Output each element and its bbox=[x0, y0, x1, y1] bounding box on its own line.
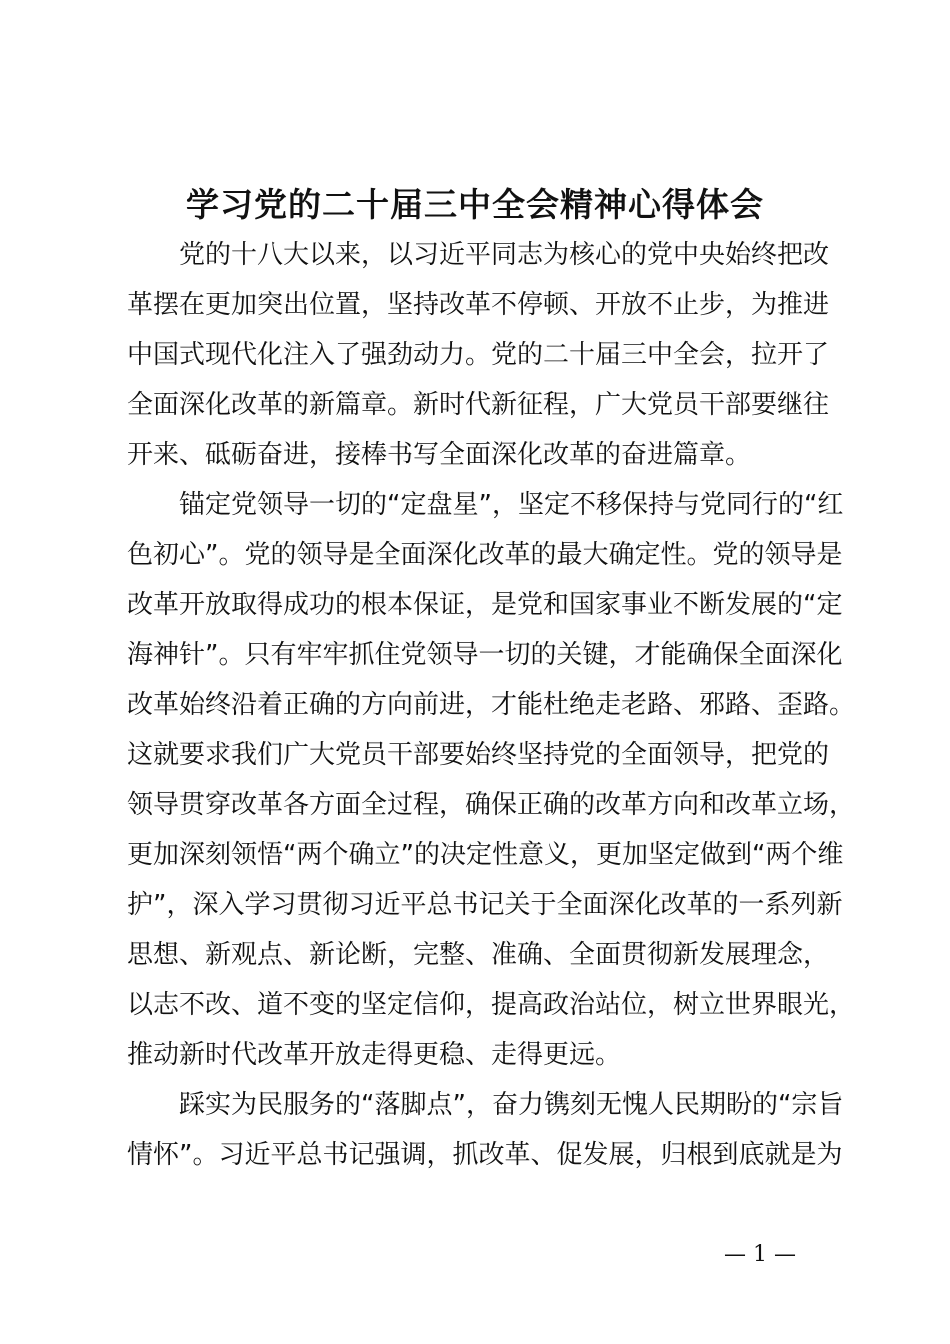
paragraph-2-line-4: 海神针”。只有牢牢抓住党领导一切的关键，才能确保全面深化 bbox=[127, 640, 843, 670]
paragraph-2-line-5: 改革始终沿着正确的方向前进，才能杜绝走老路、邪路、歪路。 bbox=[127, 690, 856, 720]
paragraph-2-line-1: 锚定党领导一切的“定盘星”，坚定不移保持与党同行的“红 bbox=[179, 490, 844, 520]
paragraph-2-line-8: 更加深刻领悟“两个确立”的决定性意义，更加坚定做到“两个维 bbox=[127, 840, 844, 870]
paragraph-2-line-2: 色初心”。党的领导是全面深化改革的最大确定性。党的领导是 bbox=[127, 540, 843, 570]
paragraph-2-line-7: 领导贯穿改革各方面全过程，确保正确的改革方向和改革立场， bbox=[127, 790, 856, 820]
paragraph-1-line-5: 开来、砥砺奋进，接棒书写全面深化改革的奋进篇章。 bbox=[127, 440, 752, 470]
document-title: 学习党的二十届三中全会精神心得体会 bbox=[186, 185, 764, 224]
paragraph-2-line-12: 推动新时代改革开放走得更稳、走得更远。 bbox=[127, 1040, 622, 1070]
paragraph-1-line-2: 革摆在更加突出位置，坚持改革不停顿、开放不止步，为推进 bbox=[127, 290, 830, 320]
document-body bbox=[127, 230, 862, 1180]
paragraph-2-line-9: 护”，深入学习贯彻习近平总书记关于全面深化改革的一系列新 bbox=[127, 890, 843, 920]
paragraph-1-line-3: 中国式现代化注入了强劲动力。党的二十届三中全会，拉开了 bbox=[127, 340, 830, 370]
paragraph-2-line-11: 以志不改、道不变的坚定信仰，提高政治站位，树立世界眼光， bbox=[127, 990, 856, 1020]
paragraph-2-line-6: 这就要求我们广大党员干部要始终坚持党的全面领导，把党的 bbox=[127, 740, 830, 770]
paragraph-3-line-1: 踩实为民服务的“落脚点”，奋力镌刻无愧人民期盼的“宗旨 bbox=[179, 1090, 844, 1120]
paragraph-2-line-3: 改革开放取得成功的根本保证，是党和国家事业不断发展的“定 bbox=[127, 590, 843, 620]
paragraph-3-line-2: 情怀”。习近平总书记强调，抓改革、促发展，归根到底就是为 bbox=[127, 1140, 843, 1170]
paragraph-1-line-1: 党的十八大以来，以习近平同志为核心的党中央始终把改 bbox=[179, 240, 830, 270]
paragraph-1-line-4: 全面深化改革的新篇章。新时代新征程，广大党员干部要继往 bbox=[127, 390, 830, 420]
page-number: — 1 — bbox=[724, 1242, 796, 1267]
paragraph-2-line-10: 思想、新观点、新论断，完整、准确、全面贯彻新发展理念， bbox=[127, 940, 830, 970]
